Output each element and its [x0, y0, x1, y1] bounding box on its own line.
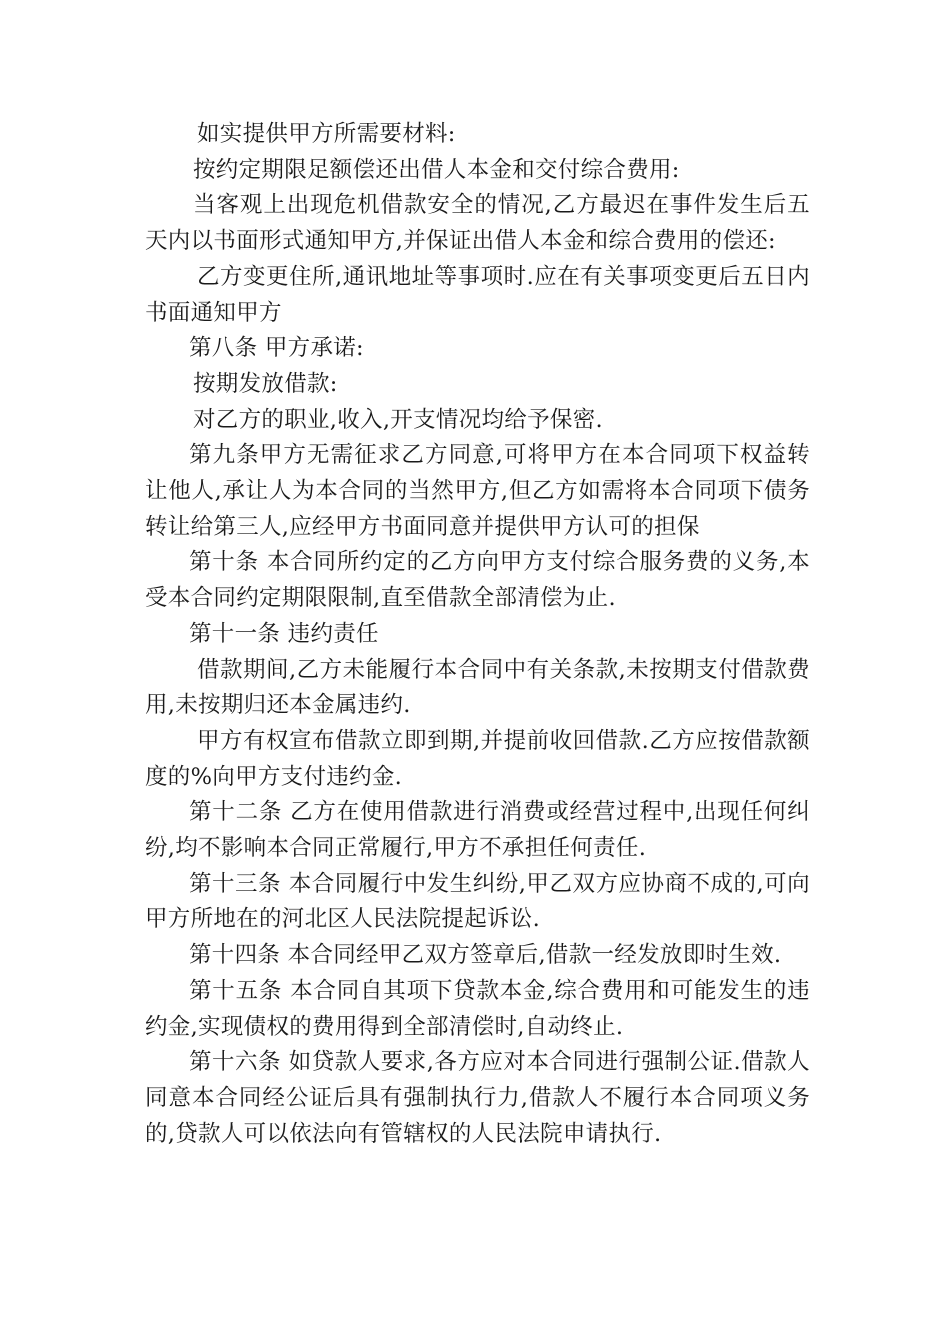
paragraph-address-change: 乙方变更住所,通讯地址等事项时.应在有关事项变更后五日内书面通知甲方 [145, 263, 810, 326]
clause-14: 第十四条 本合同经甲乙双方签章后,借款一经发放即时生效. [189, 942, 782, 969]
paragraph-release-loan: 按期发放借款: [193, 370, 338, 397]
paragraph-default-definition: 借款期间,乙方未能履行本合同中有关条款,未按期支付借款费用,未按期归还本金属违约. [145, 656, 810, 719]
paragraph-risk-notification: 当客观上出现危机借款安全的情况,乙方最迟在事件发生后五天内以书面形式通知甲方,并保证出借人本金和综合费用的偿还: [145, 192, 810, 255]
paragraph-provide-materials: 如实提供甲方所需要材料: [197, 121, 456, 147]
clause-15: 第十五条 本合同自其项下贷款本金,综合费用和可能发生的违约金,实现债权的费用得到全部清偿时,自动终止. [145, 977, 810, 1040]
clause-12: 第十二条 乙方在使用借款进行消费或经营过程中,出现任何纠纷,均不影响本合同正常履行,甲方不承担任何责任. [145, 799, 810, 862]
document-body [145, 117, 810, 1152]
clause-13: 第十三条 本合同履行中发生纠纷,甲乙双方应协商不成的,可向甲方所地在的河北区人民法院提起诉讼. [145, 870, 810, 933]
clause-10: 第十条 本合同所约定的乙方向甲方支付综合服务费的义务,本受本合同约定期限限制,直至借款全部清偿为止. [145, 549, 810, 612]
clause-16: 第十六条 如贷款人要求,各方应对本合同进行强制公证.借款人同意本合同经公证后具有强制执行力,借款人不履行本合同项义务的,贷款人可以依法向有管辖权的人民法院申请执行. [145, 1049, 810, 1147]
clause-9: 第九条甲方无需征求乙方同意,可将甲方在本合同项下权益转让他人,承让人为本合同的当然甲方,但乙方如需将本合同项下债务转让给第三人,应经甲方书面同意并提供甲方认可的担保 [145, 442, 810, 540]
paragraph-confidentiality: 对乙方的职业,收入,开支情况均给予保密. [193, 406, 603, 433]
paragraph-penalty: 甲方有权宣布借款立即到期,并提前收回借款.乙方应按借款额度的%向甲方支付违约金. [145, 727, 810, 790]
clause-8-heading: 第八条 甲方承诺: [189, 335, 364, 362]
paragraph-repay-on-time: 按约定期限足额偿还出借人本金和交付综合费用: [193, 156, 680, 183]
clause-11-heading: 第十一条 违约责任 [189, 620, 379, 647]
